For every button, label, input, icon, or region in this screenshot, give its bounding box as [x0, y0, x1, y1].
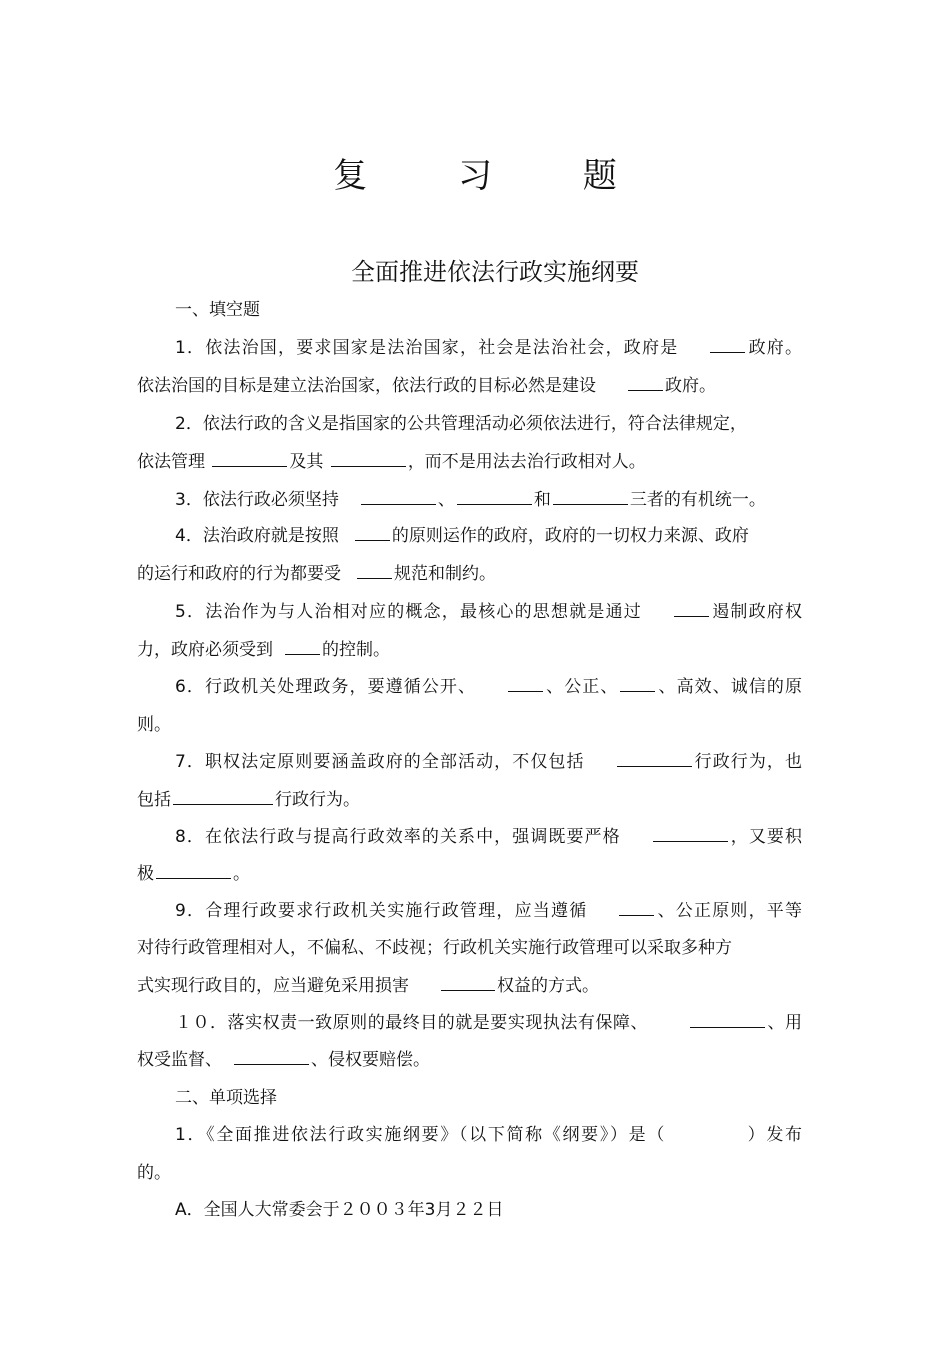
- answer-blank[interactable]: [674, 600, 709, 617]
- question-7-line-2: 包括 行政行为。: [137, 790, 360, 810]
- question-1-line-2: 依法治国的目标是建立法治国家，依法行政的目标必然是建设 政府。: [137, 376, 716, 396]
- answer-blank[interactable]: [653, 825, 728, 842]
- answer-blank[interactable]: [619, 899, 654, 916]
- question-5-line-1: 5．法治作为与人治相对应的概念，最核心的思想就是通过 遏制政府权: [175, 602, 802, 622]
- question-2-line-1: 2．依法行政的含义是指国家的公共管理活动必须依法进行，符合法律规定，: [175, 414, 747, 434]
- document-subtitle: 全面推进依法行政实施纲要: [351, 258, 639, 286]
- page-title: 复 习 题: [333, 156, 657, 196]
- answer-blank[interactable]: [710, 336, 745, 353]
- answer-blank[interactable]: [173, 788, 273, 805]
- question-3: 3．依法行政必须坚持 、 和 三者的有机统一。: [175, 490, 766, 510]
- question-6-line-2: 则。: [137, 715, 171, 735]
- section-heading-single-choice: 二、单项选择: [175, 1088, 277, 1108]
- answer-blank[interactable]: [357, 562, 392, 579]
- question-4-line-2: 的运行和政府的行为都要受 规范和制约。: [137, 564, 496, 584]
- question-1-line-1: 1．依法治国，要求国家是法治国家，社会是法治社会，政府是 政府。: [175, 338, 802, 358]
- question-10-line-1: １０．落实权责一致原则的最终目的就是要实现执法有保障、 、用: [175, 1013, 803, 1033]
- answer-blank[interactable]: [156, 862, 231, 879]
- answer-blank[interactable]: [234, 1048, 309, 1065]
- question-10-line-2: 权受监督、 、侵权要赔偿。: [137, 1050, 430, 1070]
- answer-blank[interactable]: [441, 974, 495, 991]
- question-4-line-1: 4．法治政府就是按照 的原则运作的政府，政府的一切权力来源、政府: [175, 526, 749, 546]
- question-8-line-2: 极 。: [137, 864, 250, 884]
- question-5-line-2: 力，政府必须受到 的控制。: [137, 640, 390, 660]
- answer-blank[interactable]: [355, 524, 390, 541]
- choice-question-1-line-2: 的。: [137, 1163, 171, 1183]
- answer-blank[interactable]: [553, 488, 628, 505]
- answer-blank[interactable]: [690, 1011, 765, 1028]
- section-heading-fill-in: 一、填空题: [175, 300, 260, 320]
- question-9-line-3: 式实现行政目的，应当避免采用损害 权益的方式。: [137, 976, 599, 996]
- choice-question-1-line-1: 1．《全面推进依法行政实施纲要》（以下简称《纲要》）是（ ）发布: [175, 1125, 803, 1145]
- answer-blank[interactable]: [617, 750, 692, 767]
- question-9-line-1: 9．合理行政要求行政机关实施行政管理，应当遵循 、公正原则，平等: [175, 901, 802, 921]
- answer-blank[interactable]: [285, 638, 320, 655]
- answer-blank[interactable]: [457, 488, 532, 505]
- question-6-line-1: 6．行政机关处理政务，要遵循公开、 、公正、 、高效、诚信的原: [175, 677, 803, 697]
- question-9-line-2: 对待行政管理相对人，不偏私、不歧视；行政机关实施行政管理可以采取多种方: [137, 938, 732, 958]
- choice-option-a[interactable]: A．全国人大常委会于２００３年3月２２日: [175, 1200, 504, 1220]
- answer-blank[interactable]: [620, 675, 655, 692]
- answer-blank[interactable]: [361, 488, 436, 505]
- question-7-line-1: 7．职权法定原则要涵盖政府的全部活动，不仅包括 行政行为，也: [175, 752, 802, 772]
- answer-blank[interactable]: [212, 450, 287, 467]
- question-8-line-1: 8．在依法行政与提高行政效率的关系中，强调既要严格 ，又要积: [175, 827, 802, 847]
- question-2-line-2: 依法管理 及其 ，而不是用法去治行政相对人。: [137, 452, 646, 472]
- answer-blank[interactable]: [508, 675, 543, 692]
- answer-blank[interactable]: [628, 374, 663, 391]
- answer-blank[interactable]: [331, 450, 406, 467]
